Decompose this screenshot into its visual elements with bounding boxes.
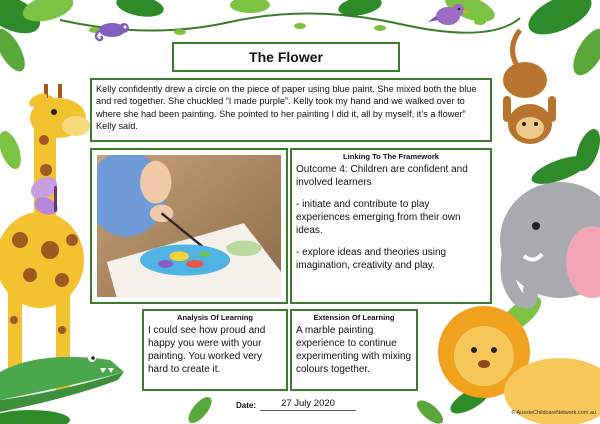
date-row bbox=[236, 398, 366, 412]
framework-outcome: Outcome 4: Children are confident and involved learners bbox=[296, 164, 468, 188]
framework-heading: Linking To The Framework bbox=[342, 152, 440, 161]
photo-box bbox=[90, 148, 288, 304]
analysis-box bbox=[142, 309, 288, 391]
date-label: Date: bbox=[236, 401, 257, 410]
copyright-text: © AussieChildcareNetwork.com.au bbox=[511, 410, 596, 416]
extension-box bbox=[290, 309, 418, 391]
elephant-icon bbox=[500, 150, 600, 301]
analysis-heading: Analysis Of Learning bbox=[177, 313, 253, 322]
extension-text: A marble painting experience to continue experimenting with mixing colours together. bbox=[296, 325, 412, 375]
giraffe-icon bbox=[0, 84, 90, 390]
story-text: Kelly confidently drew a circle on the piece of paper using blue paint. She mixed both the blue and red together. She chuckled “I made purple”. Kelly took my hand and we walked over to where she had been painting. She pointed to her painting I did it, all by myself, it’s a flower” Kelly said. bbox=[96, 84, 477, 132]
page-title: The Flower bbox=[249, 49, 323, 65]
child-painting-photo bbox=[97, 155, 281, 297]
crocodile-icon bbox=[0, 354, 124, 424]
analysis-text: I could see how proud and happy you were with your painting. You worked very hard to create it. bbox=[148, 325, 266, 375]
framework-point-2: - explore ideas and theories using imagination, creativity and play. bbox=[296, 247, 447, 271]
date-value: 27 July 2020 bbox=[260, 398, 356, 411]
monkey-icon bbox=[503, 30, 556, 144]
title-box bbox=[172, 42, 400, 72]
chameleon-icon bbox=[96, 23, 129, 40]
extension-heading: Extension Of Learning bbox=[313, 313, 395, 322]
framework-box bbox=[290, 148, 492, 304]
framework-point-1: - initiate and contribute to play experiences emerging from their own ideas. bbox=[296, 199, 461, 236]
story-box bbox=[90, 78, 492, 142]
